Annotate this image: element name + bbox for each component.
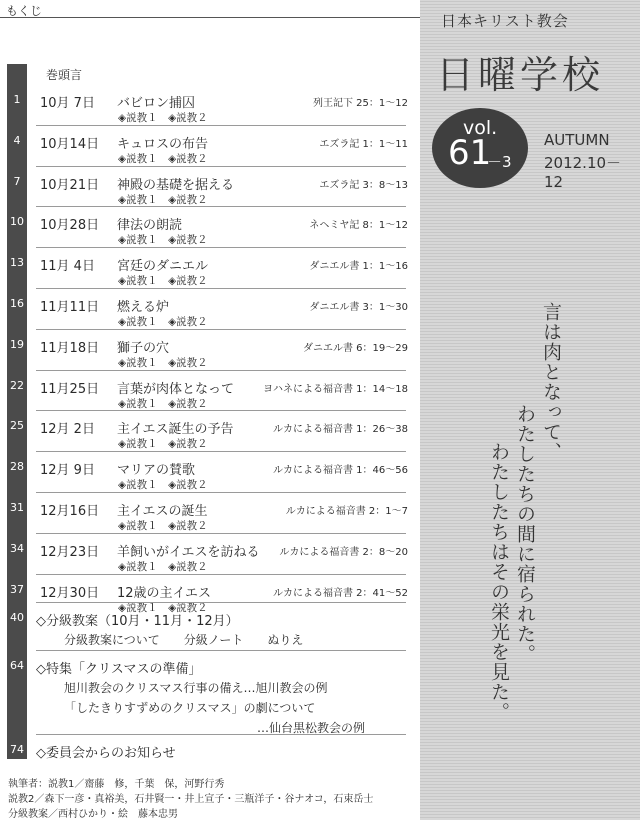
row-divider: [36, 370, 406, 371]
sermon-links: ◈説教１ ◈説教２: [118, 397, 208, 410]
lesson-date: 10月14日: [40, 136, 100, 152]
lesson-title: 宮廷のダニエル: [117, 259, 209, 275]
page-number: 4: [13, 133, 21, 147]
lesson-scripture: ルカによる福音書 2：41～52: [273, 587, 408, 599]
header-rule: [0, 17, 420, 18]
page-number: 19: [10, 337, 24, 351]
lesson-date: 12月 2日: [40, 422, 95, 438]
row-divider: [36, 288, 406, 289]
section-line: 「したきりすずめのクリスマス」の劇について: [64, 701, 316, 715]
verse-line-1: 言は肉となって、: [540, 302, 562, 462]
sermon-links: ◈説教１ ◈説教２: [118, 520, 208, 532]
lesson-scripture: 列王記下 25：1～12: [313, 98, 408, 109]
lesson-date: 10月28日: [40, 218, 100, 234]
page-number: 74: [10, 743, 24, 756]
row-divider: [36, 574, 406, 575]
author-credit: 執筆者：説教1／齋藤 修，千葉 保，河野行秀: [8, 779, 225, 790]
lesson-date: 10月21日: [40, 177, 100, 193]
page-number: 37: [10, 582, 24, 596]
sermon-links: ◈説教１ ◈説教２: [118, 356, 208, 369]
author-credit: 分級教案／西村ひかり・絵 藤本忠男: [8, 809, 178, 820]
lesson-date: 11月25日: [40, 381, 100, 397]
row-divider: [36, 206, 406, 207]
section-line: 旭川教会のクリスマス行事の備え…旭川教会の例: [64, 681, 328, 695]
page-number: 31: [10, 501, 24, 514]
page-number: 16: [10, 297, 24, 310]
sermon-links: ◈説教１ ◈説教２: [118, 112, 208, 124]
row-divider: [36, 247, 406, 248]
issue-number: －3: [487, 153, 512, 171]
page-number: 7: [13, 174, 21, 188]
magazine-title: 日曜学校: [436, 53, 605, 97]
lesson-date: 11月18日: [40, 340, 100, 356]
lesson-date: 11月11日: [40, 300, 100, 315]
sermon-links: ◈説教１ ◈説教２: [118, 438, 208, 451]
page-number: 64: [10, 659, 24, 672]
lesson-scripture: ルカによる福音書 1：26～38: [273, 424, 408, 436]
section-line: …仙台黒松教会の例: [257, 721, 366, 735]
lesson-title: キュロスの布告: [117, 136, 209, 152]
page-number: 10: [10, 215, 24, 229]
lesson-scripture: ダニエル書 3：1～30: [309, 302, 408, 313]
page-number: 34: [10, 541, 24, 555]
preface-label: 巻頭言: [46, 68, 83, 82]
row-divider: [36, 533, 406, 534]
lesson-scripture: ルカによる福音書 1：46～56: [273, 465, 408, 477]
sermon-links: ◈説教１ ◈説教２: [118, 234, 208, 247]
row-divider: [36, 734, 406, 735]
lesson-date: 11月 4日: [40, 259, 95, 275]
lesson-date: 10月 7日: [40, 96, 95, 111]
lesson-scripture: エズラ記 1：1～11: [319, 138, 408, 150]
toc-heading: もくじ: [6, 4, 43, 18]
issue-period: 2012.10－12: [544, 154, 622, 191]
row-divider: [36, 329, 406, 330]
section-title: ◇分級教案（10月・11月・12月）: [36, 614, 239, 629]
page-number: 13: [10, 256, 24, 270]
sermon-links: ◈説教１ ◈説教２: [118, 152, 208, 165]
lesson-title: 燃える炉: [117, 300, 170, 315]
page-number: 22: [10, 378, 24, 392]
lesson-title: 羊飼いがイエスを訪ねる: [117, 544, 260, 560]
page-number: 28: [10, 460, 24, 474]
verse-line-2: わたしたちの間に宿られた。: [514, 404, 536, 664]
sermon-links: ◈説教１ ◈説教２: [118, 193, 208, 206]
section-title: ◇特集「クリスマスの準備」: [36, 662, 202, 677]
volume-number: 61: [448, 133, 492, 173]
sermon-links: ◈説教１ ◈説教２: [118, 275, 208, 288]
lesson-title: 12歳の主イエス: [117, 585, 212, 601]
organization-name: 日本キリスト教会: [441, 12, 569, 30]
lesson-scripture: ヨハネによる福音書 1：14～18: [263, 383, 408, 395]
lesson-title: マリアの賛歌: [117, 463, 196, 479]
lesson-date: 12月16日: [40, 504, 100, 519]
lesson-date: 12月23日: [40, 544, 100, 560]
page-number: 25: [10, 419, 24, 433]
page-number-column: [7, 64, 27, 759]
row-divider: [36, 650, 406, 651]
lesson-title: バビロン捕囚: [117, 96, 196, 111]
section-line: 分級教案について 分級ノート ぬりえ: [64, 633, 304, 647]
row-divider: [36, 602, 406, 603]
page-number: 1: [13, 93, 21, 106]
sermon-links: ◈説教１ ◈説教２: [118, 479, 208, 492]
lesson-title: 主イエスの誕生: [117, 504, 208, 519]
sermon-links: ◈説教１ ◈説教２: [118, 316, 208, 328]
page-number: 40: [10, 611, 24, 624]
lesson-scripture: エズラ記 3：8～13: [319, 179, 408, 191]
sermon-links: ◈説教１ ◈説教２: [118, 560, 208, 573]
lesson-title: 神殿の基礎を据える: [117, 177, 235, 193]
lesson-scripture: ルカによる福音書 2：1～7: [285, 506, 408, 517]
lesson-date: 12月 9日: [40, 463, 95, 479]
section-title: ◇委員会からのお知らせ: [36, 746, 176, 761]
row-divider: [36, 166, 406, 167]
row-divider: [36, 451, 406, 452]
author-credit: 説教2／森下一彦・真裕美，石井賢一・井上宣子・三瓶洋子・谷ナオコ，石束岳士: [8, 794, 374, 805]
verse-line-3: わたしたちはその栄光を見た。: [488, 442, 510, 722]
row-divider: [36, 492, 406, 493]
lesson-title: 言葉が肉体となって: [117, 381, 235, 397]
vol-label: vol.: [463, 117, 498, 139]
lesson-scripture: ルカによる福音書 2：8～20: [279, 546, 408, 558]
lesson-title: 獅子の穴: [117, 340, 170, 356]
season-label: AUTUMN: [544, 131, 610, 149]
lesson-scripture: ダニエル書 1：1～16: [309, 261, 408, 273]
lesson-date: 12月30日: [40, 585, 100, 601]
row-divider: [36, 410, 406, 411]
lesson-title: 主イエス誕生の予告: [117, 422, 234, 438]
lesson-scripture: ネヘミヤ記 8：1～12: [309, 220, 408, 232]
lesson-scripture: ダニエル書 6：19～29: [303, 342, 408, 354]
row-divider: [36, 125, 406, 126]
lesson-title: 律法の朗読: [117, 218, 183, 234]
sermon-links: ◈説教１ ◈説教２: [118, 601, 208, 614]
